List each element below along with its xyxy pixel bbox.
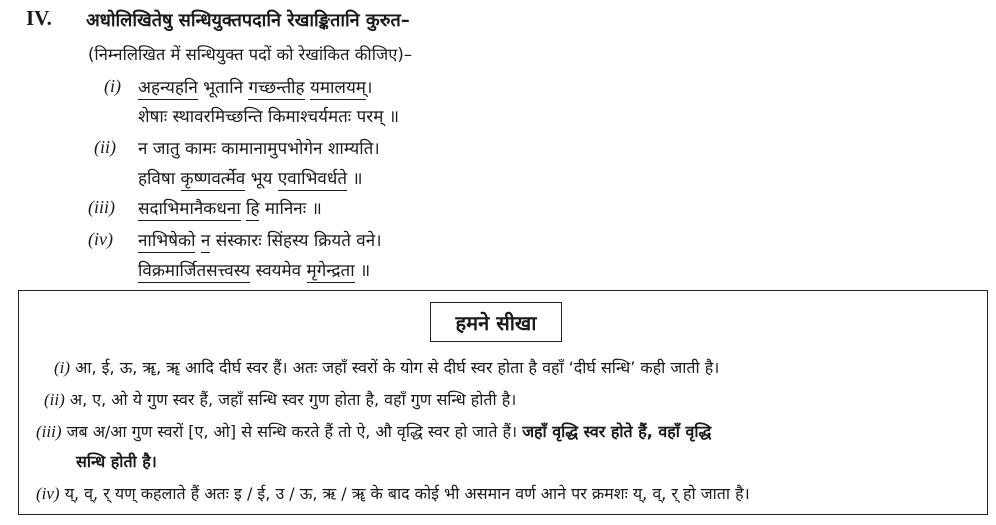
verse-line: हविषा कृष्णवर्त्मेव भूय एवाभिवर्धते ॥ bbox=[138, 169, 363, 189]
sandhi-word: न bbox=[200, 231, 211, 251]
sandhi-word: विक्रमार्जितसत्त्वस्य bbox=[138, 261, 251, 281]
point-number: (ii) bbox=[44, 390, 65, 409]
sandhi-word: यमालयम् bbox=[309, 78, 366, 98]
sandhi-word: सदाभिमानैकधना bbox=[138, 199, 241, 219]
learned-point: (ii) अ, ए, ओ ये गुण स्वर हैं, जहाँ सन्धि स्वर गुण होता है, वहाँ गुण सन्धि होती है। bbox=[44, 390, 517, 409]
sandhi-word: गच्छन्तीह bbox=[248, 78, 305, 98]
verse-line: नाभिषेको न संस्कारः सिंहस्य क्रियते वने। bbox=[138, 231, 382, 251]
verse-line: न जातु कामः कामानामुपभोगेन शाम्यति। bbox=[138, 139, 380, 159]
verse-line: सदाभिमानैकधना हि मानिनः ॥ bbox=[138, 199, 322, 219]
verse-number: (iv) bbox=[88, 229, 113, 249]
point-number: (i) bbox=[54, 358, 71, 377]
verse-number: (ii) bbox=[94, 137, 116, 157]
learned-point: (i) आ, ई, ऊ, ॠ, ॠ आदि दीर्घ स्वर हैं। अतः जहाँ स्वरों के योग से दीर्घ स्वर होता है वहाँ ‘दीर्घ सन्धि’ कही जाती है। bbox=[54, 358, 720, 377]
point-number: (iv) bbox=[36, 484, 60, 503]
verse-line: विक्रमार्जितसत्त्वस्य स्वयमेव मृगेन्द्रता ॥ bbox=[138, 261, 371, 281]
sandhi-word: कृष्णवर्त्मेव bbox=[180, 169, 246, 189]
learned-point: (iv) य्, व्, र् यण् कहलाते हैं अतः इ / ई, उ / ऊ, ऋ / ॠ के बाद कोई भी असमान वर्ण आने पर क्रमशः य्, व्, र् हो जाता है। bbox=[36, 484, 750, 503]
sandhi-word: अहन्यहनि bbox=[138, 78, 198, 98]
verse-number: (iii) bbox=[88, 197, 115, 217]
question-title: अधोलिखितेषु सन्धियुक्तपदानि रेखाङ्कितानि कुरुत– bbox=[86, 10, 410, 31]
sandhi-word: मृगेन्द्रता bbox=[306, 261, 355, 281]
sandhi-word: एवाभिवर्धते bbox=[277, 169, 348, 189]
sandhi-word: हि bbox=[246, 199, 260, 219]
learned-point: (iii) जब अ/आ गुण स्वरों [ए, ओ] से सन्धि करते हैं तो ऐ, औ वृद्धि स्वर हो जाते हैं। जहाँ वृद्धि स्वर होते हैं, वहाँ वृद्धि bbox=[36, 422, 712, 441]
question-subtitle: (निम्नलिखित में सन्धियुक्त पदों को रेखांकित कीजिए)– bbox=[88, 45, 413, 64]
verse-number: (i) bbox=[104, 76, 121, 96]
verse-line: शेषाः स्थावरमिच्छन्ति किमाश्चर्यमतः परम् ॥ bbox=[138, 107, 400, 127]
sandhi-word: नाभिषेको bbox=[138, 231, 196, 251]
question-number: IV. bbox=[26, 6, 52, 30]
verse-line: अहन्यहनि भूतानि गच्छन्तीह यमालयम्। bbox=[138, 78, 373, 98]
learned-heading: हमने सीखा bbox=[430, 302, 562, 342]
learned-point-continuation: सन्धि होती है। bbox=[76, 452, 157, 471]
point-number: (iii) bbox=[36, 422, 62, 441]
